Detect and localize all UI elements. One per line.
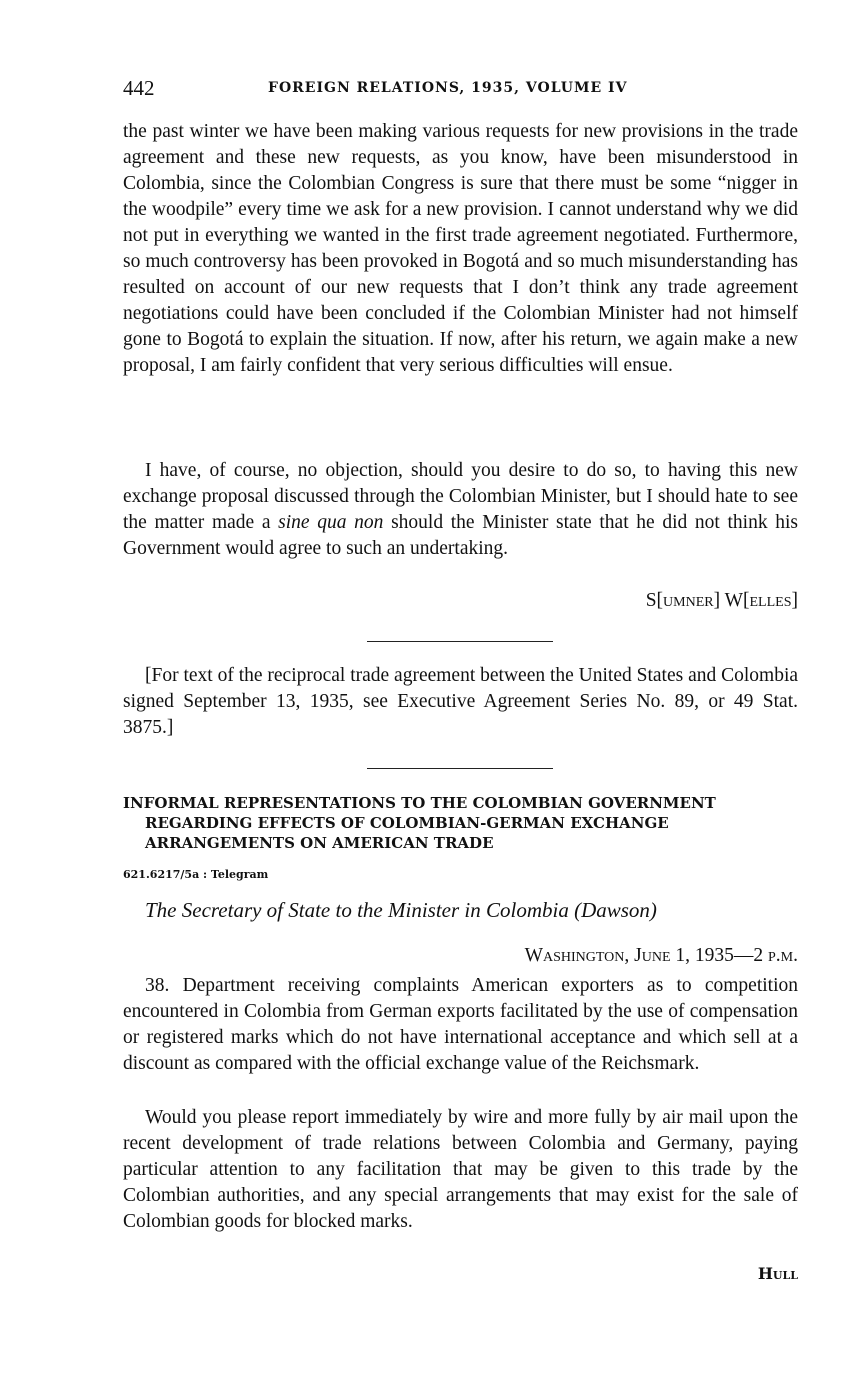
dateline: Washington, June 1, 1935—2 p.m. <box>524 945 798 966</box>
running-title: FOREIGN RELATIONS, 1935, VOLUME IV <box>268 80 628 96</box>
letter-paragraph-2 <box>123 458 798 562</box>
letter-paragraph-1 <box>123 119 798 379</box>
text-run: I have, of course, no objection, should you desire to do so, to having this new exchange proposal discussed through the Colombian Minister, but I should hate to see the matter made a <box>123 460 798 533</box>
text-run: should the Minister state that he did not think his Government would agree to such an undertaking. <box>123 512 799 559</box>
divider <box>367 641 553 642</box>
signature-welles: S[umner] W[elles] <box>645 590 798 611</box>
signature-hull: Hull <box>757 1264 798 1283</box>
paragraph-text: 38. Department receiving complaints American exporters as to competition encountered in Colombia from German exports facilitated by the use of compensation or registered marks which do not have international acceptance and which sell at a discount as compared with the official exchange value of the Reichsmark. <box>123 975 798 1074</box>
editorial-note <box>123 663 798 741</box>
section-heading-continuation: REGARDING EFFECTS OF COLOMBIAN-GERMAN EXCHANGE ARRANGEMENTS ON AMERICAN TRADE <box>145 814 669 852</box>
note-text: [For text of the reciprocal trade agreement between the United States and Colombia signed September 13, 1935, see Executive Agreement Series No. 89, or 49 Stat. 3875.] <box>123 665 799 738</box>
paragraph-text: Would you please report immediately by wire and more fully by air mail upon the recent development of trade relations between Colombia and Germany, paying particular attention to any facilitation that may be given to this trade by the Colombian authorities, and any special arrangements that may exist for the sale of Colombian goods for blocked marks. <box>123 1107 798 1232</box>
divider <box>367 768 553 769</box>
latin-phrase: sine qua non <box>278 512 384 533</box>
page-number: 442 <box>123 76 155 100</box>
file-reference: 621.6217/5a : Telegram <box>123 868 269 881</box>
section-heading-line-1: INFORMAL REPRESENTATIONS TO THE COLOMBIAN GOVERNMENT <box>123 794 716 812</box>
section-heading <box>123 793 798 853</box>
paragraph-text <box>123 458 798 562</box>
page-header <box>123 76 798 102</box>
paragraph-text: the past winter we have been making various requests for new provisions in the trade agreement and these new requests, as you know, have been misunderstood in Colombia, since the Colombian Congress is sure that there must be some “nigger in the woodpile” every time we ask for a new provision. I cannot understand why we did not put in everything we wanted in the first trade agreement negotiated. Furthermore, so much controversy has been provoked in Bogotá and so much misunderstanding has resulted on account of our new requests that I don’t think any trade agreement negotiations could have been concluded if the Colombian Minister had not himself gone to Bogotá to explain the situation. If now, after his return, we again make a new proposal, I am fairly confident that very serious difficulties will ensue. <box>123 121 798 376</box>
telegram-paragraph-2 <box>123 1105 798 1235</box>
document-addressee: The Secretary of State to the Minister in Colombia (Dawson) <box>145 898 657 922</box>
telegram-paragraph-1 <box>123 973 798 1077</box>
